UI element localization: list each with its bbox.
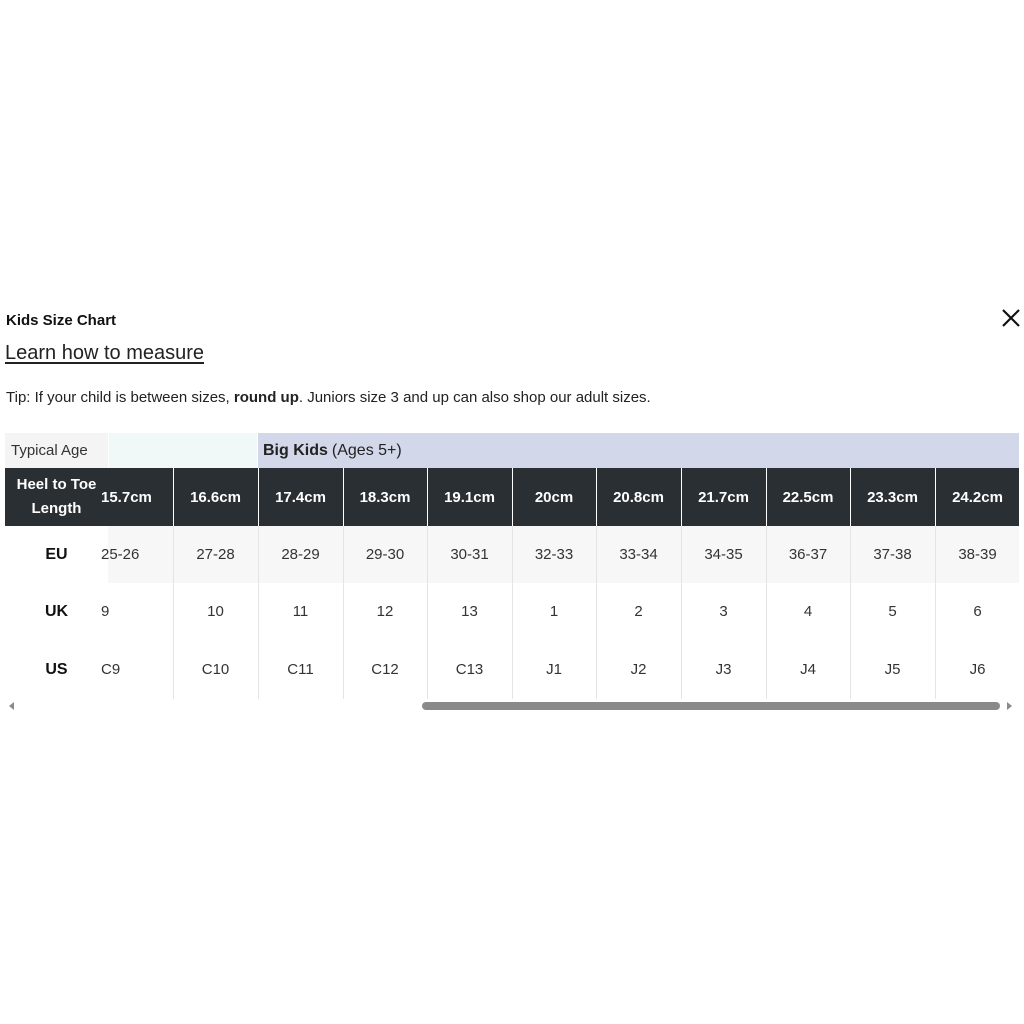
us-size-cell: J3 [681, 640, 765, 699]
us-size-cell: C13 [427, 640, 511, 699]
us-row [5, 640, 1019, 699]
length-cell: 20.8cm [596, 468, 680, 526]
us-size-cell: J5 [850, 640, 934, 699]
eu-size-cell: 37-38 [850, 526, 934, 583]
uk-row [5, 583, 1019, 640]
uk-size-cell: 1 [512, 583, 595, 640]
uk-size-cell: 6 [935, 583, 1019, 640]
modal-title: Kids Size Chart [6, 312, 117, 329]
heel-to-toe-header: Heel to Toe Length [16, 476, 97, 517]
length-cell [101, 468, 173, 526]
size-chart-table[interactable] [5, 433, 1019, 699]
us-size-cell [101, 640, 173, 699]
uk-size-cell: 3 [681, 583, 765, 640]
uk-size-cell: 2 [596, 583, 680, 640]
eu-size-cell: 33-34 [596, 526, 680, 583]
us-size-cell: J1 [512, 640, 595, 699]
eu-size-cell: 36-37 [766, 526, 849, 583]
tip-emphasis: round up [233, 389, 299, 406]
eu-size-cell: 34-35 [681, 526, 765, 583]
uk-size-cell: 4 [766, 583, 849, 640]
us-size-cell: C12 [343, 640, 426, 699]
scroll-left-arrow-icon[interactable] [9, 702, 14, 710]
us-size-cell: C10 [173, 640, 257, 699]
length-cell: 19.1cm [427, 468, 511, 526]
typical-age-row [5, 433, 1019, 468]
uk-size-cell: 13 [427, 583, 511, 640]
uk-size-cell: 11 [258, 583, 342, 640]
uk-size-cell [101, 583, 173, 640]
eu-size-cell-text: 25-26 [101, 546, 140, 563]
age-group-blank [109, 433, 257, 468]
us-row-header: US [5, 640, 108, 699]
us-size-cell: J2 [596, 640, 680, 699]
uk-size-cell: 10 [173, 583, 257, 640]
scrollbar-track[interactable] [19, 700, 1005, 712]
eu-size-cell: 30-31 [427, 526, 511, 583]
us-size-cell: C11 [258, 640, 342, 699]
eu-row [5, 526, 1019, 583]
close-button[interactable] [998, 305, 1024, 331]
scroll-right-arrow-icon[interactable] [1007, 702, 1012, 710]
eu-size-cell [101, 526, 173, 583]
horizontal-scrollbar[interactable] [5, 699, 1019, 714]
uk-size-cell-text: 9 [101, 603, 110, 620]
us-size-cell-text: C9 [101, 661, 121, 678]
eu-size-cell: 32-33 [512, 526, 595, 583]
scrollbar-thumb[interactable] [422, 702, 1000, 710]
length-cell: 22.5cm [766, 468, 849, 526]
learn-how-to-measure-link[interactable]: Learn how to measure [5, 342, 205, 364]
length-cell: 21.7cm [681, 468, 765, 526]
eu-size-cell: 38-39 [935, 526, 1019, 583]
eu-size-cell: 28-29 [258, 526, 342, 583]
us-size-cell: J6 [935, 640, 1019, 699]
eu-size-cell: 27-28 [173, 526, 257, 583]
uk-row-header: UK [5, 583, 108, 640]
length-cell-text: 15.7cm [101, 488, 152, 506]
length-cell: 20cm [512, 468, 595, 526]
length-cell: 16.6cm [173, 468, 257, 526]
length-cell: 24.2cm [935, 468, 1019, 526]
heel-to-toe-row [5, 468, 1019, 526]
eu-row-header: EU [5, 526, 108, 583]
length-cell: 23.3cm [850, 468, 934, 526]
tip-text: Tip: If your child is between sizes, round up. Juniors size 3 and up can also shop our adult sizes. [6, 389, 651, 406]
close-icon [998, 305, 1024, 331]
us-size-cell: J4 [766, 640, 849, 699]
uk-size-cell: 12 [343, 583, 426, 640]
age-group-big-kids: Big Kids (Ages 5+) [258, 433, 1019, 468]
typical-age-label: Typical Age [5, 433, 108, 468]
eu-size-cell: 29-30 [343, 526, 426, 583]
uk-size-cell: 5 [850, 583, 934, 640]
length-cell: 17.4cm [258, 468, 342, 526]
length-cell: 18.3cm [343, 468, 426, 526]
